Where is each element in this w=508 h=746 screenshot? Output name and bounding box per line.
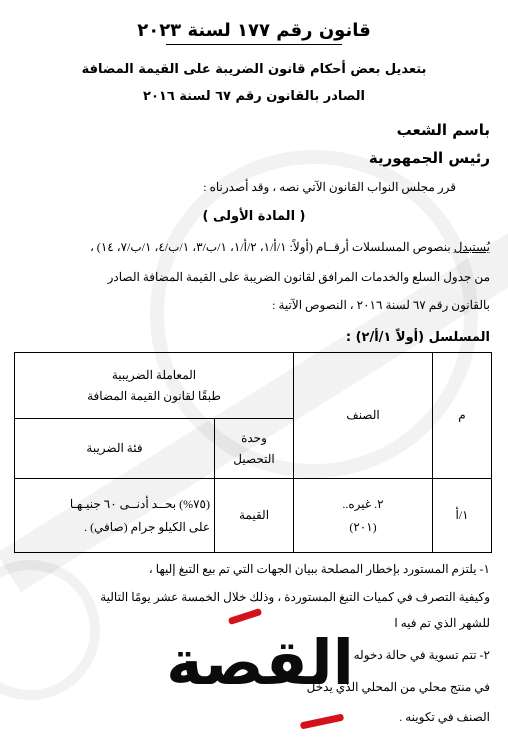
paragraph-lead-word: يُستبدل bbox=[453, 240, 490, 254]
table-row-rate bbox=[15, 479, 215, 553]
clause2-line1: ٢- تتم تسوية في حالة دخوله bbox=[353, 648, 490, 662]
clause1-line1: ١- يلتزم المستورد بإخطار المصلحة ببيان الجهات التي تم بيع التبغ إليها ، bbox=[148, 562, 490, 576]
paragraph-line1-text: بنصوص المسلسلات أرقــام (أولاً: ١/أ/١، ٢/أ/١، ١/ب/٣، ١/ب/٤، ١/ب/٧، ١٤) ، bbox=[89, 240, 454, 254]
table-row-category-line2: (٢٠١) bbox=[349, 519, 377, 534]
table-row-unit: القيمة bbox=[215, 479, 294, 553]
article-heading: ( المادة الأولى ) bbox=[202, 209, 306, 224]
table-header-treatment bbox=[15, 353, 294, 419]
table-row-rate-line1: (٧٥%) بحــد أدنــى ٦٠ جنيـهـا bbox=[69, 496, 210, 511]
law-subtitle-line1: بتعديل بعض أحكام قانون الضريبة على القيمة المضافة bbox=[81, 62, 427, 77]
clause2-line2: في منتج محلي من المحلي الذي يدخل bbox=[306, 680, 490, 694]
table-header-treatment-line1: المعاملة الضريبية bbox=[111, 367, 197, 382]
title-underline bbox=[166, 44, 342, 45]
paragraph-line2: من جدول السلع والخدمات المرافق لقانون الضريبة على القيمة المضافة الصادر bbox=[107, 270, 490, 284]
law-subtitle-line2: الصادر بالقانون رقم ٦٧ لسنة ٢٠١٦ bbox=[143, 89, 365, 104]
table-row-category bbox=[294, 479, 433, 553]
clause2-line3: الصنف في تكوينه . bbox=[399, 710, 490, 724]
table-row-m: ١/أ bbox=[433, 479, 492, 553]
table-row-rate-line2: على الكيلو جرام (صافي) . bbox=[84, 519, 210, 534]
table-header-rate: فئة الضريبة bbox=[15, 419, 215, 479]
intro-line: قرر مجلس النواب القانون الآتي نصه ، وقد أصدرناه : bbox=[203, 180, 456, 194]
law-title: قانون رقم ١٧٧ لسنة ٢٠٢٣ bbox=[137, 20, 371, 41]
logo-accent-underline bbox=[300, 714, 344, 730]
clause1-line3: للشهر الذي تم فيه ا bbox=[394, 616, 490, 630]
table-header-category: الصنف bbox=[294, 353, 433, 479]
table-header-unit bbox=[215, 419, 294, 479]
table-row-category-line1: ٢. غيره.. bbox=[342, 496, 384, 511]
sequence-label: المسلسل (أولاً ١/أ/٢) : bbox=[345, 330, 490, 345]
table-header-m: م bbox=[433, 353, 492, 479]
publisher-logo: القصة bbox=[166, 626, 354, 699]
table-header-treatment-line2: طبقًا لقانون القيمة المضافة bbox=[87, 388, 221, 403]
paragraph-line3: بالقانون رقم ٦٧ لسنة ٢٠١٦ ، النصوص الآتية : bbox=[272, 298, 490, 312]
tax-table bbox=[14, 352, 492, 553]
clause1-line2: وكيفية التصرف في كميات التبغ المستوردة ، وذلك خلال الخمسة عشر يومًا التالية bbox=[100, 590, 490, 604]
paragraph-line1 bbox=[90, 240, 490, 255]
table-header-unit-line2: التحصيل bbox=[233, 451, 275, 466]
people-heading: باسم الشعب bbox=[396, 121, 490, 139]
president-heading: رئيس الجمهورية bbox=[368, 149, 490, 167]
table-header-unit-line1: وحدة bbox=[241, 430, 267, 445]
